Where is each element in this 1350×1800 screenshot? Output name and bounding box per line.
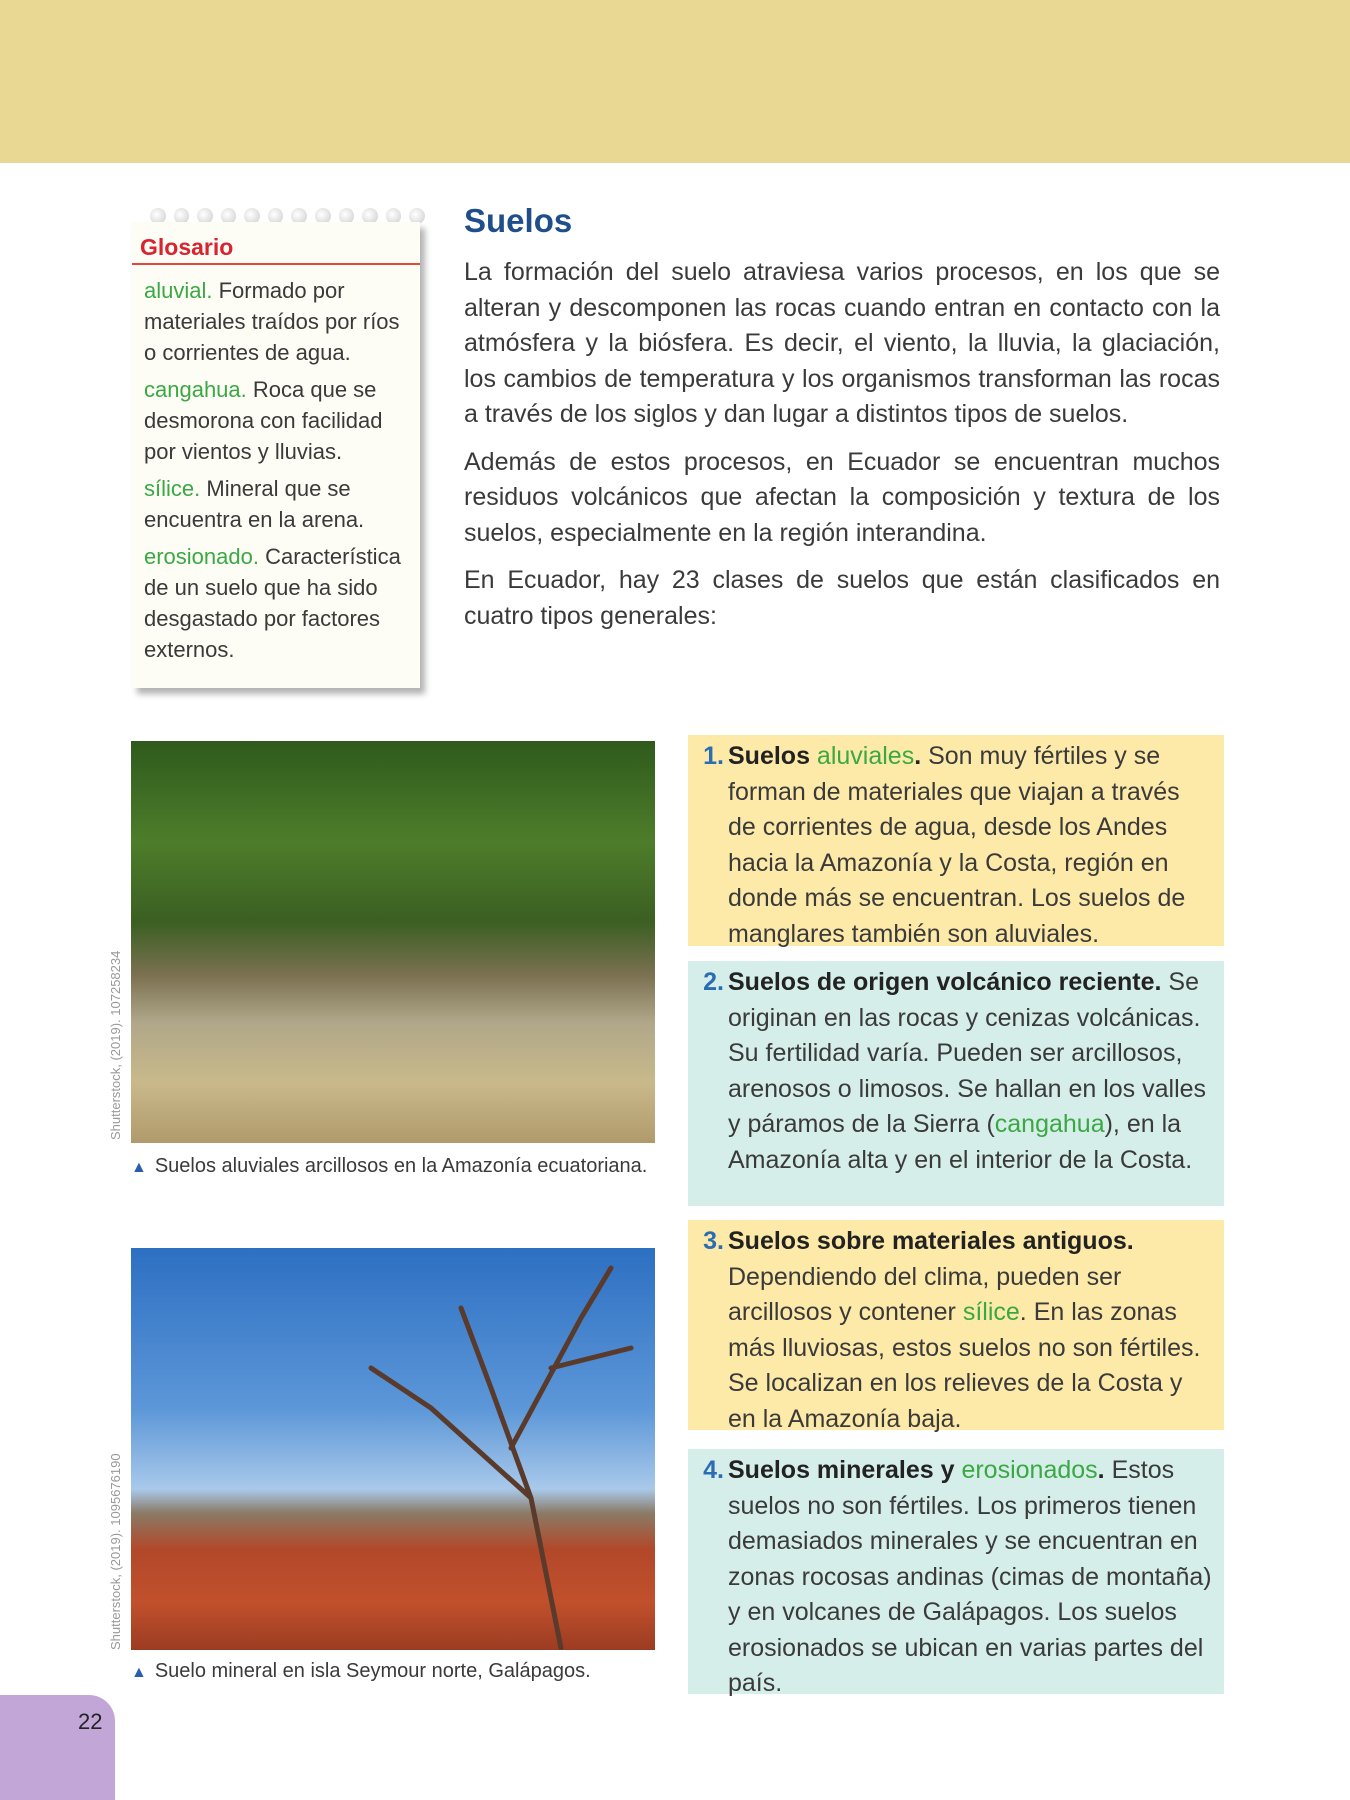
page-number: 22 [78, 1709, 103, 1734]
photo-mineral-soil [131, 1248, 655, 1650]
paragraph: Además de estos procesos, en Ecuador se encuentran muchos residuos volcánicos que afectan la composición y textura de los suelos, especialmente en la región interandina. [464, 447, 1220, 547]
soil-type-item: 2. Suelos de origen volcánico reciente. Se originan en las rocas y cenizas volcánicas. Su fertilidad varía. Pueden ser arcillosos, arenosos o limosos. Se hallan en los valles y páramos de la Sierra (cangahua), en la Amazonía alta y en el interior de la Costa. [688, 961, 1224, 1206]
intro-text [464, 255, 1220, 646]
header-band [0, 0, 1350, 163]
soil-type-item: 4. Suelos minerales y erosionados. Estos suelos no son fértiles. Los primeros tienen demasiados minerales y se encuentran en zonas rocosas andinas (cimas de montaña) y en volcanes de Galápagos. Los suelos erosionados se ubican en varias partes del país. [688, 1449, 1224, 1694]
tree-illustration [131, 1248, 655, 1650]
glossary-entry: aluvial. Formado por materiales traídos por ríos o corrientes de agua. [144, 278, 400, 365]
photo-alluvial-soil [131, 741, 655, 1143]
glossary-entry: sílice. Mineral que se encuentra en la arena. [144, 476, 365, 532]
photo-caption: ▲ Suelo mineral en isla Seymour norte, Galápagos. [131, 1660, 591, 1682]
glossary-entry: cangahua. Roca que se desmorona con facilidad por vientos y lluvias. [144, 377, 383, 464]
photo-credit: Shutterstock, (2019). 1095676190 [108, 1453, 123, 1650]
soil-type-item: 3. Suelos sobre materiales antiguos. Dependiendo del clima, pueden ser arcillosos y contener sílice. En las zonas más lluviosas, estos suelos no son fértiles. Se localizan en los relieves de la Costa y en la Amazonía baja. [688, 1220, 1224, 1430]
paragraph: La formación del suelo atraviesa varios procesos, en los que se alteran y descomponen las rocas cuando entran en contacto con la atmósfera y la biósfera. Es decir, el viento, la lluvia, la glaciación, los cambios de temperatura y los organismos transforman las rocas a través de los siglos y dan lugar a distintos tipos de suelos. [464, 258, 1220, 428]
photo-caption: ▲ Suelos aluviales arcillosos en la Amazonía ecuatoriana. [131, 1155, 648, 1177]
glossary-box [132, 222, 420, 688]
photo-credit: Shutterstock, (2019). 107258234 [108, 950, 123, 1140]
glossary-entry: erosionado. Característica de un suelo que ha sido desgastado por factores externos. [144, 544, 401, 662]
glossary-title: Glosario [132, 234, 420, 265]
soil-type-item: 1. Suelos aluviales. Son muy fértiles y se forman de materiales que viajan a través de corrientes de agua, desde los Andes hacia la Amazonía y la Costa, región en donde más se encuentran. Los suelos de manglares también son aluviales. [688, 735, 1224, 946]
triangle-icon: ▲ [131, 1664, 147, 1681]
triangle-icon: ▲ [131, 1159, 147, 1176]
paragraph: En Ecuador, hay 23 clases de suelos que están clasificados en cuatro tipos generales: [464, 566, 1220, 630]
section-title: Suelos [464, 202, 573, 239]
